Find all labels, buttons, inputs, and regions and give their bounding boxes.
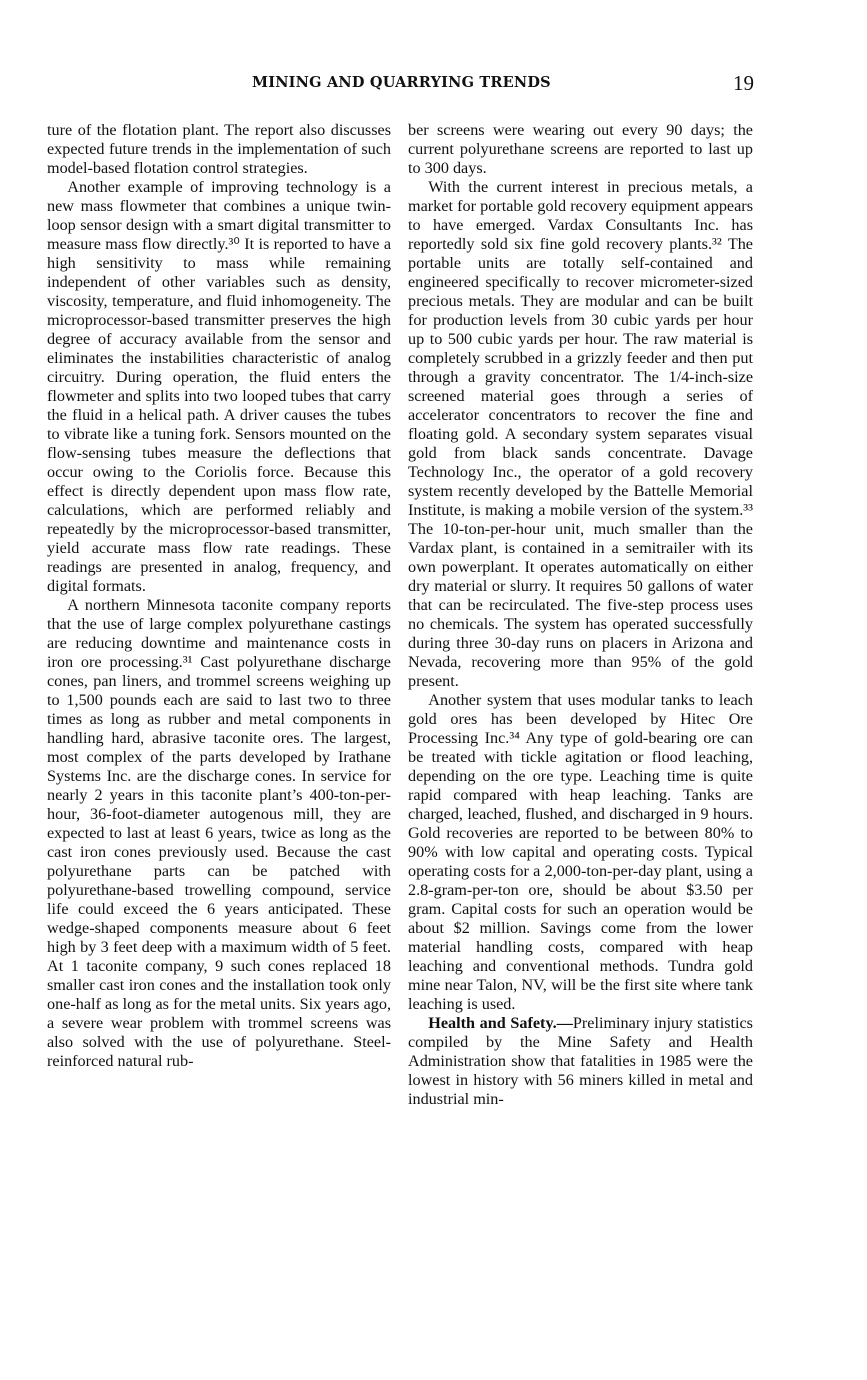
paragraph: Another system that uses modular tanks to leach gold ores has been developed by Hitec Ore Processing Inc.³⁴ Any type of gold-bearing ore can be treated with tickle agitation or flood leaching, depending on the ore type. Leaching time is quite rapid compared with heap leaching. Tanks are charged, leached, flushed, and discharged in 9 hours. Gold recoveries are reported to be between 80% to 90% with low capital and operating costs. Typical operating costs for a 2,000-ton-per-day plant, using a 2.8-gram-per-ton ore, should be about $3.50 per gram. Capital costs for such an operation would be about $2 million. Savings come from the lower material handling costs, compared with heap leaching and conventional methods. Tundra gold mine near Talon, NV, will be the first site where tank leaching is used. [408,691,753,1013]
page-header [0,71,867,100]
right-column [408,121,753,1109]
left-column [47,121,391,1071]
paragraph: With the current interest in precious metals, a market for portable gold recovery equipment appears to have emerged. Vardax Consultants Inc. has reportedly sold six fine gold recovery plants.³² The portable units are totally self-contained and engineered specifically to recover micrometer-sized precious metals. They are modular and can be built for production levels from 30 cubic yards per hour up to 500 cubic yards per hour. The raw material is completely scrubbed in a grizzly feeder and then put through a gravity concentrator. The 1/4-inch-size screened material goes through a series of accelerator concentrators to recover the fine and floating gold. A secondary system separates visual gold from black sands concentrate. Davage Technology Inc., the operator of a gold recovery system recently developed by the Battelle Memorial Institute, is making a mobile version of the system.³³ The 10-ton-per-hour unit, much smaller than the Vardax plant, is contained in a semitrailer with its own powerplant. It operates automatically on either dry material or slurry. It requires 50 gallons of water that can be recirculated. The five-step process uses no chemicals. The system has operated successfully during three 30-day runs on placers in Arizona and Nevada, recovering more than 95% of the gold present. [408,178,753,690]
paragraph [408,1014,753,1109]
paragraph: A northern Minnesota taconite company reports that the use of large complex polyurethane castings are reducing downtime and maintenance costs in iron ore processing.³¹ Cast polyurethane discharge cones, pan liners, and trommel screens weighing up to 1,500 pounds each are said to last two to three times as long as rubber and metal components in handling hard, abrasive taconite ores. The largest, most complex of the parts developed by Irathane Systems Inc. are the discharge cones. In service for nearly 2 years in this taconite plant’s 400-ton-per-hour, 36-foot-diameter autogenous mill, they are expected to last at least 6 years, twice as long as the cast iron cones previously used. Because the cast polyurethane parts can be patched with polyurethane-based trowelling compound, service life could exceed the 6 years anticipated. These wedge-shaped components measure about 6 feet high by 3 feet deep with a maximum width of 5 feet. At 1 taconite company, 9 such cones replaced 18 smaller cast iron cones and the installation took only one-half as long as for the metal units. Six years ago, a severe wear problem with trommel screens was also solved with the use of polyurethane. Steel-reinforced natural rub- [47,596,391,1070]
running-title: MINING AND QUARRYING TRENDS [252,74,551,91]
paragraph: ber screens were wearing out every 90 days; the current polyurethane screens are reported to last up to 300 days. [408,121,753,177]
page-number: 19 [733,71,754,95]
paragraph: ture of the flotation plant. The report also discusses expected future trends in the implementation of such model-based flotation control strategies. [47,121,391,177]
paragraph: Another example of improving technology is a new mass flowmeter that combines a unique twin-loop sensor design with a smart digital transmitter to measure mass flow directly.³⁰ It is reported to have a high sensitivity to mass while remaining independent of other variables such as density, viscosity, temperature, and fluid inhomogeneity. The microprocessor-based transmitter preserves the high degree of accuracy available from the sensor and eliminates the instabilities characteristic of analog circuitry. During operation, the fluid enters the flowmeter and splits into two looped tubes that carry the fluid in a helical path. A driver causes the tubes to vibrate like a tuning fork. Sensors mounted on the flow-sensing tubes measure the deflections that occur owing to the Coriolis force. Because this effect is directly dependent upon mass flow rate, calculations, which are performed reliably and repeatedly by the microprocessor-based transmitter, yield accurate mass flow rate readings. These readings are presented in analog, frequency, and digital formats. [47,178,391,595]
section-run-in-heading: Health and Safety.— [428,1014,573,1032]
paragraph-text: Preliminary injury statistics compiled by the Mine Safety and Health Administration show that fatalities in 1985 were the lowest in history with 56 miners killed in metal and industrial min- [408,1014,753,1108]
